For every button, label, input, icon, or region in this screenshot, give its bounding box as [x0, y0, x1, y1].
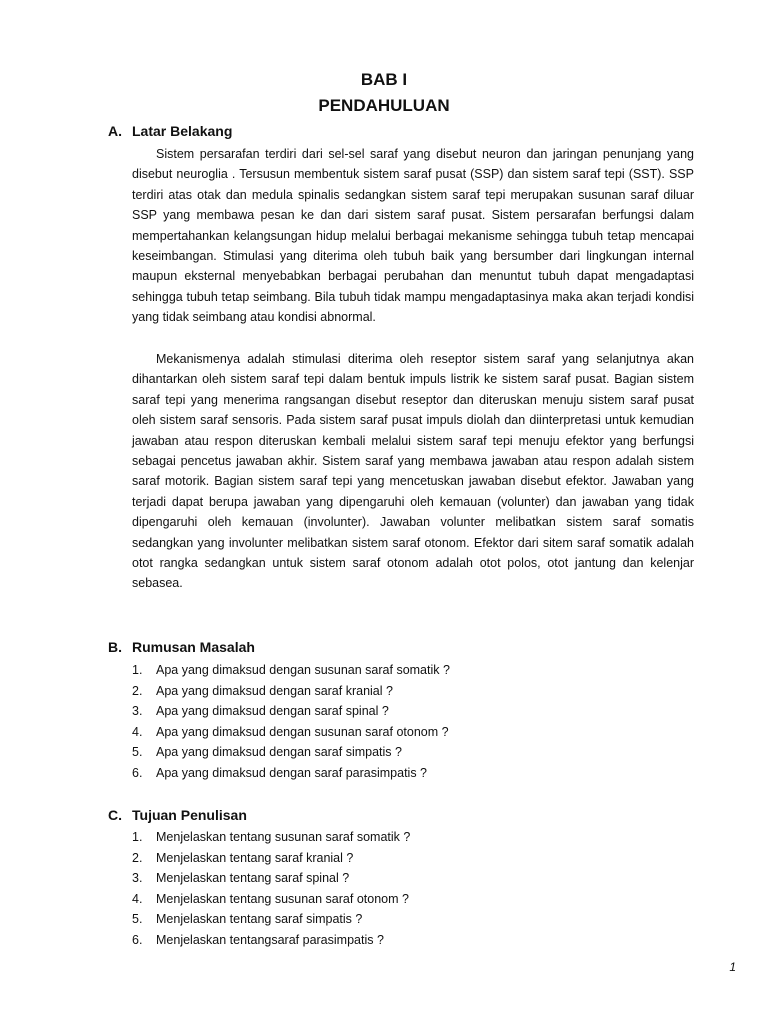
- list-item: [132, 827, 692, 848]
- section-a-heading: [108, 123, 232, 139]
- section-b-label: B.: [108, 639, 122, 655]
- section-a-paragraph-2: [132, 349, 694, 594]
- list-item-text: Apa yang dimaksud dengan saraf kranial ?: [156, 683, 393, 698]
- list-item-number: 1.: [132, 663, 143, 677]
- chapter-label: BAB I: [360, 70, 408, 89]
- list-item-text: Menjelaskan tentang susunan saraf somatik ?: [156, 830, 411, 844]
- list-item: [132, 763, 692, 784]
- section-b-title: Rumusan Masalah: [132, 639, 255, 655]
- rumusan-masalah-list: [132, 660, 692, 784]
- list-item: [132, 722, 692, 743]
- list-item-number: 5.: [132, 912, 143, 927]
- list-item: [132, 889, 692, 910]
- list-item-number: 2.: [132, 683, 143, 698]
- page-number: 1: [729, 960, 736, 974]
- section-b-heading: [108, 639, 255, 655]
- paragraph-text: Sistem persarafan terdiri dari sel-sel saraf yang disebut neuron dan jaringan penunjang yang disebut neuroglia . Tersusun membentuk sistem saraf pusat (SSP) dan sistem saraf tepi (SST). SSP terdiri atas otak dan medula spinalis sedangkan sistem saraf tepi merupakan susunan saraf diluar SSP yang membawa pesan ke dan dari sistem saraf pusat. Sistem persarafan berfungsi dalam mempertahankan kelangsungan hidup melalui berbagai mekanisme sehingga tubuh tetap mencapai keseimbangan. Stimulasi yang diterima oleh tubuh baik yang bersumber dari lingkungan internal maupun eksternal menyebabkan berbagai perubahan dan menuntut tubuh dapat mengadaptasi sehingga tubuh tetap seimbang. Bila tubuh tidak mampu mengadaptasinya maka akan terjadi kondisi yang tidak seimbang atau kondisi abnormal.: [132, 147, 694, 325]
- list-item-number: 5.: [132, 745, 143, 760]
- list-item-number: 3.: [132, 704, 143, 719]
- section-a-title: Latar Belakang: [132, 123, 233, 139]
- list-item-text: Menjelaskan tentang saraf kranial ?: [156, 850, 354, 865]
- list-item-text: Apa yang dimaksud dengan susunan saraf somatik ?: [156, 663, 450, 677]
- list-item-text: Menjelaskan tentangsaraf parasimpatis ?: [156, 932, 384, 947]
- section-c-title: Tujuan Penulisan: [132, 807, 247, 823]
- list-item: [132, 742, 692, 763]
- list-item-text: Menjelaskan tentang saraf simpatis ?: [156, 912, 363, 927]
- section-c-heading: [108, 807, 247, 823]
- list-item-number: 6.: [132, 765, 143, 780]
- section-a-paragraph-1: [132, 144, 694, 328]
- page-title: PENDAHULUAN: [318, 96, 450, 115]
- list-item-number: 3.: [132, 871, 143, 886]
- list-item: [132, 909, 692, 930]
- list-item-text: Menjelaskan tentang susunan saraf otonom ?: [156, 891, 409, 906]
- list-item-text: Apa yang dimaksud dengan saraf simpatis ?: [156, 745, 402, 760]
- list-item-text: Apa yang dimaksud dengan susunan saraf otonom ?: [156, 724, 449, 739]
- list-item-number: 2.: [132, 850, 143, 865]
- list-item-number: 6.: [132, 932, 143, 947]
- list-item: [132, 848, 692, 869]
- list-item: [132, 930, 692, 951]
- list-item: [132, 660, 692, 681]
- tujuan-penulisan-list: [132, 827, 692, 951]
- list-item: [132, 701, 692, 722]
- list-item-number: 4.: [132, 724, 143, 739]
- list-item: [132, 681, 692, 702]
- list-item: [132, 868, 692, 889]
- list-item-text: Apa yang dimaksud dengan saraf parasimpatis ?: [156, 765, 427, 780]
- list-item-text: Apa yang dimaksud dengan saraf spinal ?: [156, 704, 389, 719]
- list-item-text: Menjelaskan tentang saraf spinal ?: [156, 871, 350, 886]
- section-a-label: A.: [108, 123, 122, 139]
- list-item-number: 1.: [132, 830, 143, 844]
- section-c-label: C.: [108, 807, 122, 823]
- list-item-number: 4.: [132, 891, 143, 906]
- paragraph-text: Mekanismenya adalah stimulasi diterima oleh reseptor sistem saraf yang selanjutnya akan dihantarkan oleh sistem saraf tepi dalam bentuk impuls listrik ke sistem saraf pusat. Bagian sistem saraf tepi yang menerima rangsangan disebut reseptor dan diteruskan menuju sistem saraf pusat oleh sistem saraf sensoris. Pada sistem saraf pusat impuls diolah dan diinterpretasi untuk kemudian jawaban atau respon diteruskan kembali melalui sistem saraf tepi menuju efektor yang berfungsi sebagai pencetus jawaban akhir. Sistem saraf yang membawa jawaban atau respon adalah sistem saraf motorik. Bagian sistem saraf tepi yang mencetuskan jawaban disebut efektor. Jawaban yang terjadi dapat berupa jawaban yang dipengaruhi oleh kemauan (volunter) dan jawaban yang tidak dipengaruhi oleh kemauan (involunter). Jawaban volunter melibatkan sistem saraf somatis sedangkan yang involunter melibatkan sistem saraf otonom. Efektor dari sitem saraf somatik adalah otot rangka sedangkan untuk sistem saraf otonom adalah otot polos, otot jantung dan kelenjar sebasea.: [132, 352, 694, 591]
